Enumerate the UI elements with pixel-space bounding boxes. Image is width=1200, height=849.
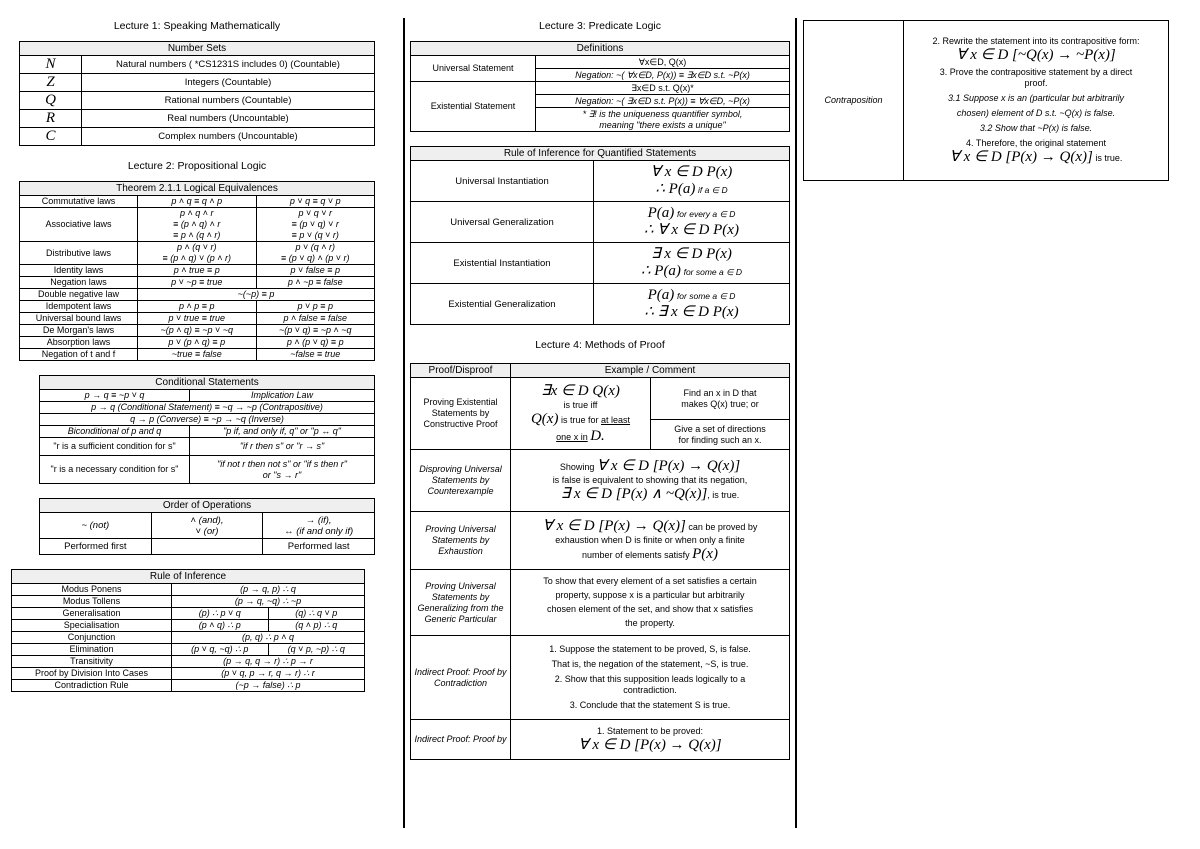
qrule-line: ∃ x ∈ D P(x) (651, 246, 732, 262)
rule-form: (~p → false) ∴ p (172, 680, 365, 692)
set-symbol: N (20, 56, 82, 74)
cond-cell: "r is a sufficient condition for s" (40, 438, 190, 456)
table-row (40, 426, 375, 438)
table-row (40, 539, 375, 555)
rule-name: Elimination (12, 644, 172, 656)
cond-cell: p → q ≡ ~p ˅ q (40, 390, 190, 402)
method-line: the property. (625, 618, 675, 628)
table-row (411, 243, 790, 284)
conditional-header: Conditional Statements (40, 376, 375, 390)
table-row (411, 378, 790, 420)
table-row (20, 208, 375, 242)
law-value: ~(~p) ≡ p (138, 289, 375, 301)
table-row (12, 620, 365, 632)
law-and: ~true ≡ false (138, 349, 257, 361)
op-line: ˄ (and), (190, 514, 224, 526)
definitions-table (410, 41, 790, 132)
law-line: p ˅ q ˅ r (298, 208, 333, 218)
lecture2-title: Lecture 2: Propositional Logic (127, 160, 267, 172)
table-row (20, 128, 375, 146)
table-row (40, 513, 375, 539)
method-line: is true. (1095, 152, 1123, 163)
note-line: * ∃! is the uniqueness quantifier symbol, (582, 108, 743, 119)
table-row (40, 456, 375, 484)
method-name: Disproving Universal Statements by Counterexample (411, 450, 511, 512)
method-line: can be proved by (688, 522, 758, 532)
method-line: 3.2 Show that ~P(x) is false. (979, 122, 1093, 133)
set-symbol: R (20, 110, 82, 128)
number-sets-table (19, 41, 375, 146)
qrule-line: P(a) (647, 205, 675, 221)
def-form: ∃x∈D s.t. Q(x)* (536, 82, 790, 95)
method-line: 3.1 Suppose x is an (particular but arbitrarily (947, 92, 1125, 103)
table-row (20, 196, 375, 208)
rule-name: Transitivity (12, 656, 172, 668)
law-or: p ˅ p ≡ p (256, 301, 375, 313)
method-line: Find an x in D that (683, 387, 757, 398)
order-table (39, 498, 375, 555)
method-line: 3. Conclude that the statement S is true. (569, 700, 731, 710)
table-row (20, 313, 375, 325)
table-row (804, 21, 1169, 181)
method-example (511, 378, 651, 450)
law-and (138, 208, 257, 242)
cond-cell: "if r then s" or "r → s" (190, 438, 375, 456)
table-row (20, 74, 375, 92)
qrule-note: if a ∈ D (697, 185, 728, 195)
qrule-name: Universal Instantiation (411, 161, 594, 202)
table-row (40, 438, 375, 456)
cond-cell: p → q (Conditional Statement) ≡ ~q → ~p (Contrapositive) (40, 402, 375, 414)
method-example (511, 570, 790, 636)
table-row (411, 636, 790, 720)
method-example (511, 636, 790, 720)
column-2 (410, 14, 790, 760)
law-or: p ˄ ~p ≡ false (256, 277, 375, 289)
rule-name: Generalisation (12, 608, 172, 620)
method-line: 2. Show that this supposition leads logically to a (554, 674, 746, 684)
contrapositive-table (803, 20, 1169, 181)
op-and-or (151, 513, 263, 539)
quantified-table (410, 146, 790, 325)
method-formula: ∀ x ∈ D [P(x) → Q(x)] (949, 148, 1093, 165)
table-row (12, 584, 365, 596)
law-and (138, 242, 257, 265)
rule-name: Modus Tollens (12, 596, 172, 608)
table-row (20, 301, 375, 313)
method-line: That is, the negation of the statement, ~S, is true. (551, 659, 749, 669)
law-name: Distributive laws (20, 242, 138, 265)
method-line: property, suppose x is a particular but arbitrarily (555, 590, 745, 600)
table-row (411, 570, 790, 636)
table-row (12, 656, 365, 668)
table-row (12, 608, 365, 620)
method-name: Contraposition (804, 21, 904, 181)
table-row (20, 289, 375, 301)
rule-name: Proof by Division Into Cases (12, 668, 172, 680)
method-line: 2. Rewrite the statement into its contrapositive form: (932, 35, 1140, 46)
methods-col-proof: Proof/Disproof (411, 364, 511, 378)
law-and: p ˄ q ≡ q ˄ p (138, 196, 257, 208)
qrule-form (594, 284, 790, 325)
law-or (256, 208, 375, 242)
rule-form: (p ˄ q) ∴ p (172, 620, 269, 632)
qrule-line: P(a) (647, 287, 675, 303)
qrule-form (594, 243, 790, 284)
op-if-iff (263, 513, 375, 539)
def-form: ∀x∈D, Q(x) (536, 56, 790, 69)
method-example (511, 720, 790, 760)
method-line: exhaustion when D is finite or when only a finite (555, 535, 745, 545)
method-line: number of elements satisfy (582, 550, 690, 560)
cond-cell: Biconditional of p and q (40, 426, 190, 438)
qrule-line: ∴ ∃ x ∈ D P(x) (644, 304, 739, 320)
table-row (20, 56, 375, 74)
rule-form: (p → q, ~q) ∴ ~p (172, 596, 365, 608)
table-row (411, 450, 790, 512)
law-name: Negation laws (20, 277, 138, 289)
column-3 (803, 20, 1169, 181)
column-1 (19, 14, 375, 706)
divider-right (795, 18, 797, 828)
method-name: Indirect Proof: Proof by (411, 720, 511, 760)
number-sets-header: Number Sets (20, 42, 375, 56)
conditional-table (39, 375, 375, 484)
rule-form: (p) ∴ p ˅ q (172, 608, 269, 620)
method-formula: D. (590, 427, 605, 444)
qrule-line: ∴ ∀ x ∈ D P(x) (644, 222, 739, 238)
method-line: contradiction. (623, 685, 677, 695)
law-or: p ˄ (p ˅ q) ≡ p (256, 337, 375, 349)
order-middle (151, 539, 263, 555)
table-row (20, 337, 375, 349)
rule-name: Contradiction Rule (12, 680, 172, 692)
set-desc: Rational numbers (Countable) (82, 92, 375, 110)
rule-name: Modus Ponens (12, 584, 172, 596)
method-formula: ∃ x ∈ D [P(x) ∧ ~Q(x)] (560, 486, 708, 502)
inference-header: Rule of Inference (12, 570, 365, 584)
set-desc: Natural numbers ( *CS1231S includes 0) (Countable) (82, 56, 375, 74)
cond-cell: Implication Law (190, 390, 375, 402)
method-line: Showing (559, 462, 595, 472)
inference-table (11, 569, 365, 692)
set-desc: Integers (Countable) (82, 74, 375, 92)
method-line: 4. Therefore, the original statement (966, 137, 1106, 148)
law-and: p ˅ true ≡ true (138, 313, 257, 325)
law-or: p ˄ false ≡ false (256, 313, 375, 325)
lecture3-title: Lecture 3: Predicate Logic (539, 20, 661, 32)
law-name: Double negative law (20, 289, 138, 301)
method-formula: ∀ x ∈ D [P(x) → Q(x)] (578, 736, 722, 753)
qrule-name: Existential Instantiation (411, 243, 594, 284)
divider-left (403, 18, 405, 828)
qrule-note: for some a ∈ D (676, 291, 736, 301)
method-name: Indirect Proof: Proof by Contradiction (411, 636, 511, 720)
method-formula: ∀ x ∈ D [P(x) → Q(x)] (542, 518, 686, 534)
order-last: Performed last (263, 539, 375, 555)
method-line: 1. Statement to be proved: (596, 725, 704, 736)
lecture1-title: Lecture 1: Speaking Mathematically (113, 20, 281, 32)
method-formula: ∃x ∈ D Q(x) (541, 382, 620, 399)
law-name: Negation of t and f (20, 349, 138, 361)
cond-cell: q → p (Converse) ≡ ~p → ~q (Inverse) (40, 414, 375, 426)
qrule-line: ∴ P(a) (655, 181, 696, 197)
method-line: for finding such an x. (678, 434, 762, 445)
law-line: ≡ p ˅ (q ˅ r) (291, 230, 339, 240)
equivalences-header: Theorem 2.1.1 Logical Equivalences (20, 182, 375, 196)
method-line: is false is equivalent to showing that its negation, (552, 475, 748, 485)
rule-form: (q) ∴ q ˅ p (268, 608, 365, 620)
law-and: p ˅ ~p ≡ true (138, 277, 257, 289)
law-and: p ˅ (p ˄ q) ≡ p (138, 337, 257, 349)
table-row (12, 632, 365, 644)
law-and: p ˄ true ≡ p (138, 265, 257, 277)
table-row (411, 82, 790, 95)
table-row (20, 325, 375, 337)
cond-cell: "p if, and only if, q" or "p ↔ q" (190, 426, 375, 438)
def-negation: Negation: ~( ∃x∈D s.t. P(x)) ≡ ∀x∈D, ~P(x) (536, 95, 790, 108)
qrule-form (594, 202, 790, 243)
cond-cell: "r is a necessary condition for s" (40, 456, 190, 484)
note-line: meaning "there exists a unique" (599, 119, 726, 130)
method-example (511, 512, 790, 570)
op-line: ˅ (or) (195, 525, 219, 537)
law-name: Idempotent laws (20, 301, 138, 313)
qrule-name: Universal Generalization (411, 202, 594, 243)
method-line: , is true. (707, 490, 740, 500)
rule-form: (p, q) ∴ p ˄ q (172, 632, 365, 644)
set-desc: Complex numbers (Uncountable) (82, 128, 375, 146)
law-name: De Morgan's laws (20, 325, 138, 337)
def-label: Universal Statement (411, 56, 536, 82)
table-row (12, 644, 365, 656)
law-line: ≡ (p ˅ q) ˅ r (291, 219, 339, 229)
table-row (40, 414, 375, 426)
table-row (12, 596, 365, 608)
quantified-header: Rule of Inference for Quantified Statements (411, 147, 790, 161)
law-name: Commutative laws (20, 196, 138, 208)
law-and: p ˄ p ≡ p (138, 301, 257, 313)
cond-line: "if not r then not s" or "if s then r" (217, 458, 347, 469)
rule-form: (p → q, q → r) ∴ p → r (172, 656, 365, 668)
method-line: Give a set of directions (674, 423, 766, 434)
set-symbol: Z (20, 74, 82, 92)
law-line: ≡ (p ˄ q) ˄ r (173, 219, 221, 229)
method-comment (651, 420, 790, 450)
def-negation: Negation: ~( ∀x∈D, P(x)) ≡ ∃x∈D s.t. ~P(x) (536, 69, 790, 82)
method-name: Proving Universal Statements by Exhaustion (411, 512, 511, 570)
definitions-header: Definitions (411, 42, 790, 56)
set-symbol: Q (20, 92, 82, 110)
lecture4-title: Lecture 4: Methods of Proof (535, 339, 665, 351)
op-line: ↔ (if and only if) (284, 525, 354, 537)
method-name: Proving Universal Statements by Generalizing from the Generic Particular (411, 570, 511, 636)
qrule-line: ∀ x ∈ D P(x) (650, 164, 733, 180)
op-line: → (if), (305, 514, 332, 526)
table-row (411, 56, 790, 69)
table-row (40, 390, 375, 402)
method-formula: P(x) (692, 546, 718, 562)
def-note (536, 108, 790, 132)
law-line: p ˄ q ˄ r (179, 208, 214, 218)
method-comment (651, 378, 790, 420)
cond-cell (190, 456, 375, 484)
qrule-line: ∴ P(a) (640, 263, 681, 279)
set-symbol: C (20, 128, 82, 146)
method-line: chosen) element of D s.t. ~Q(x) is false. (956, 107, 1116, 118)
rule-name: Specialisation (12, 620, 172, 632)
table-row (20, 265, 375, 277)
method-line: at least (601, 414, 631, 425)
law-line: p ˅ (q ˄ r) (295, 242, 335, 252)
table-row (20, 349, 375, 361)
method-line: 3. Prove the contrapositive statement by a direct (939, 66, 1133, 77)
law-name: Universal bound laws (20, 313, 138, 325)
cond-line: or "s → r" (262, 469, 302, 480)
method-line: proof. (1024, 77, 1048, 88)
law-or: ~(p ˅ q) ≡ ~p ˄ ~q (256, 325, 375, 337)
order-first: Performed first (40, 539, 152, 555)
qrule-note: for every a ∈ D (676, 209, 736, 219)
law-or: ~false ≡ true (256, 349, 375, 361)
rule-form: (q ˄ p) ∴ q (268, 620, 365, 632)
rule-form: (p ˅ q, ~q) ∴ p (172, 644, 269, 656)
def-label: Existential Statement (411, 82, 536, 132)
method-example (904, 21, 1169, 181)
rule-form: (q ˅ p, ~p) ∴ q (268, 644, 365, 656)
law-line: ≡ (p ˅ q) ˄ (p ˅ r) (280, 253, 350, 263)
table-row (411, 202, 790, 243)
method-line: makes Q(x) true; or (681, 398, 759, 409)
law-line: p ˄ (q ˅ r) (176, 242, 217, 252)
method-line: To show that every element of a set satisfies a certain (543, 576, 757, 586)
order-header: Order of Operations (40, 499, 375, 513)
methods-table (410, 363, 790, 760)
law-name: Associative laws (20, 208, 138, 242)
table-row (20, 92, 375, 110)
table-row (20, 277, 375, 289)
method-example (511, 450, 790, 512)
op-not: ~ (not) (40, 513, 152, 539)
qrule-name: Existential Generalization (411, 284, 594, 325)
law-name: Identity laws (20, 265, 138, 277)
table-row (40, 402, 375, 414)
method-line: is true iff (563, 399, 598, 410)
method-line: one x in (556, 431, 588, 442)
law-or: p ˅ false ≡ p (256, 265, 375, 277)
qrule-form (594, 161, 790, 202)
table-row (12, 668, 365, 680)
rule-form: (p ˅ q, p → r, q → r) ∴ r (172, 668, 365, 680)
law-name: Absorption laws (20, 337, 138, 349)
table-row (20, 242, 375, 265)
law-and: ~(p ˄ q) ≡ ~p ˅ ~q (138, 325, 257, 337)
rule-name: Conjunction (12, 632, 172, 644)
table-row (20, 110, 375, 128)
method-formula: Q(x) (530, 410, 559, 427)
rule-form: (p → q, p) ∴ q (172, 584, 365, 596)
law-line: ≡ p ˄ (q ˄ r) (173, 230, 221, 240)
method-line: 1. Suppose the statement to be proved, S, is false. (549, 644, 751, 654)
table-row (411, 512, 790, 570)
method-line: is true for (560, 414, 599, 425)
law-line: ≡ (p ˄ q) ˅ (p ˄ r) (162, 253, 232, 263)
table-row (12, 680, 365, 692)
table-row (411, 720, 790, 760)
table-row (411, 284, 790, 325)
table-row (411, 161, 790, 202)
method-formula: ∀ x ∈ D [~Q(x) → ~P(x)] (956, 46, 1116, 63)
law-or: p ˅ q ≡ q ˅ p (256, 196, 375, 208)
set-desc: Real numbers (Uncountable) (82, 110, 375, 128)
law-or (256, 242, 375, 265)
method-line: chosen element of the set, and show that x satisfies (546, 604, 754, 614)
qrule-note: for some a ∈ D (683, 267, 742, 277)
equivalences-table (19, 181, 375, 361)
method-formula: ∀ x ∈ D [P(x) → Q(x)] (596, 458, 741, 474)
method-name: Proving Existential Statements by Constructive Proof (411, 378, 511, 450)
methods-col-example: Example / Comment (511, 364, 790, 378)
